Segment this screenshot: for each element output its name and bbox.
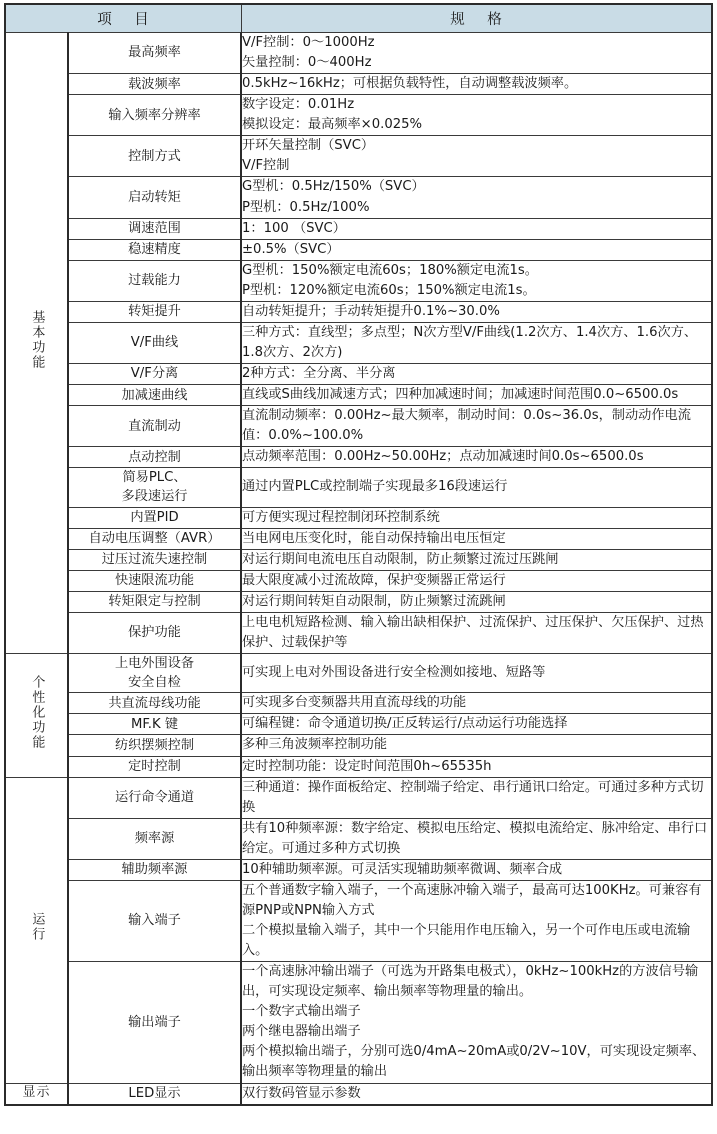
table-row — [5, 95, 712, 136]
item-label-cell — [68, 1083, 241, 1105]
table-row — [5, 654, 712, 693]
item-label-line: 启动转矩 — [128, 189, 181, 205]
table-row — [5, 177, 712, 218]
spec-text-cell — [241, 136, 712, 177]
spec-text-cell — [241, 570, 712, 591]
spec-text-cell — [241, 528, 712, 549]
item-label-line: 频率源 — [134, 831, 175, 847]
group-label: 个性化功能 — [29, 674, 45, 750]
spec-text-line: 点动频率范围：0.00Hz~50.00Hz；点动加减速时间0.0s~6500.0s — [242, 449, 644, 465]
header-item-column — [5, 4, 241, 33]
spec-text-line: 可方便实现过程控制闭环控制系统 — [242, 509, 440, 525]
item-label-line: 简易PLC、 — [122, 470, 187, 486]
item-label-cell — [68, 364, 241, 385]
spec-text-cell — [241, 818, 712, 859]
spec-text-line: 可实现多台变频器共用直流母线的功能 — [242, 695, 467, 711]
spec-text-cell — [241, 468, 712, 507]
item-label-line: 上电外围设备 — [114, 656, 195, 672]
table-row — [5, 406, 712, 447]
spec-text-line: 共有10种频率源：数字给定、模拟电压给定、模拟电流给定、脉冲给定、串行口给定。可通过多种方式切换 — [242, 820, 708, 856]
spec-text-line: 通过内置PLC或控制端子实现最多16段速运行 — [242, 479, 508, 495]
item-label-cell — [68, 95, 241, 136]
item-label-line: 安全自检 — [128, 675, 181, 691]
spec-text-cell — [241, 385, 712, 406]
spec-text-cell — [241, 549, 712, 570]
spec-text-line: 定时控制功能：设定时间范围0h~65535h — [242, 758, 492, 774]
item-label-line: 调速范围 — [128, 221, 181, 237]
item-label-line: MF.K 键 — [130, 716, 179, 732]
spec-text-line: P型机：120%额定电流60s；150%额定电流1s。 — [242, 282, 536, 298]
spec-text-line: 自动转矩提升；手动转矩提升0.1%~30.0% — [242, 303, 500, 319]
spec-text-line: 上电电机短路检测、输入输出缺相保护、过流保护、过压保护、欠压保护、过热保护、过载保护等 — [242, 614, 704, 650]
spec-text-line: 开环矢量控制（SVC） — [242, 138, 375, 154]
item-label-cell — [68, 591, 241, 612]
header-item-label-b: 目 — [134, 12, 150, 28]
spec-text-line: 当电网电压变化时，能自动保持输出电压恒定 — [242, 530, 506, 546]
spec-text-cell — [241, 447, 712, 468]
spec-text-line: 直流制动频率：0.00Hz~最大频率，制动时间：0.0s~36.0s，制动动作电流值：0.0%~100.0% — [242, 408, 691, 444]
item-label-line: 转矩提升 — [128, 304, 181, 320]
item-label-line: 内置PID — [130, 510, 179, 526]
table-row — [5, 880, 712, 961]
spec-text-line: 三种方式：直线型；多点型；N次方型V/F曲线(1.2次方、1.4次方、1.6次方、1.8次方、2次方) — [242, 324, 698, 360]
group-label-cell — [5, 654, 68, 778]
item-label-line: 运行命令通道 — [114, 790, 195, 806]
table-row — [5, 239, 712, 260]
table-row — [5, 364, 712, 385]
item-label-line: 点动控制 — [128, 449, 181, 465]
item-label-line: LED显示 — [128, 1085, 181, 1101]
item-label-cell — [68, 136, 241, 177]
item-label-cell — [68, 301, 241, 322]
table-row — [5, 322, 712, 363]
spec-text-line: 模拟设定：最高频率×0.025% — [242, 117, 423, 133]
item-label-cell — [68, 714, 241, 735]
item-label-line: V/F分离 — [130, 366, 179, 382]
table-row — [5, 735, 712, 756]
table-row — [5, 962, 712, 1083]
item-label-cell — [68, 385, 241, 406]
spec-text-line: G型机：0.5Hz/150%（SVC） — [242, 179, 425, 195]
spec-text-line: 对运行期间电流电压自动限制，防止频繁过流过压跳闸 — [242, 551, 559, 567]
item-label-cell — [68, 962, 241, 1083]
table-row — [5, 756, 712, 777]
item-label-cell — [68, 177, 241, 218]
spec-text-cell — [241, 260, 712, 301]
item-label-cell — [68, 654, 241, 693]
spec-text-line: V/F控制 — [242, 158, 290, 174]
table-row — [5, 591, 712, 612]
table-row — [5, 777, 712, 818]
spec-text-line: 二个模拟量输入端子，其中一个只能用作电压输入，另一个可作电压或电流输入。 — [242, 923, 691, 959]
header-spec-label-b: 格 — [487, 12, 503, 28]
item-label-line: 转矩限定与控制 — [108, 594, 201, 610]
item-label-cell — [68, 447, 241, 468]
item-label-line: 稳速精度 — [128, 242, 181, 258]
spec-text-line: 三种通道：操作面板给定、控制端子给定、串行通讯口给定。可通过多种方式切换 — [242, 779, 704, 815]
spec-text-line: 对运行期间转矩自动限制，防止频繁过流跳闸 — [242, 593, 506, 609]
table-row — [5, 570, 712, 591]
item-label-cell — [68, 570, 241, 591]
item-label-line: 共直流母线功能 — [108, 695, 201, 711]
item-label-cell — [68, 777, 241, 818]
spec-text-line: 10种辅助频率源。可灵活实现辅助频率微调、频率合成 — [242, 861, 563, 877]
spec-text-cell — [241, 962, 712, 1083]
table-row — [5, 385, 712, 406]
table-row — [5, 447, 712, 468]
spec-text-line: 0.5kHz~16kHz；可根据负载特性，自动调整载波频率。 — [242, 76, 578, 92]
table-row — [5, 507, 712, 528]
spec-text-line: 五个普通数字输入端子，一个高速脉冲输入端子，最高可达100KHz。可兼容有源PNP或NPN输入方式 — [242, 882, 702, 918]
spec-text-cell — [241, 714, 712, 735]
spec-text-cell — [241, 756, 712, 777]
spec-text-line: 直线或S曲线加减速方式；四种加减速时间；加减速时间范围0.0~6500.0s — [242, 387, 679, 403]
group-label-cell — [5, 33, 68, 654]
item-label-cell — [68, 880, 241, 961]
table-row — [5, 693, 712, 714]
item-label-line: 输入端子 — [128, 913, 181, 929]
spec-text-cell — [241, 880, 712, 961]
item-label-line: 过载能力 — [128, 273, 181, 289]
table-row — [5, 136, 712, 177]
spec-text-cell — [241, 239, 712, 260]
header-spec-label-a: 规 — [450, 12, 466, 28]
group-label: 运行 — [29, 912, 45, 943]
table-row — [5, 468, 712, 507]
spec-text-cell — [241, 33, 712, 74]
item-label-cell — [68, 218, 241, 239]
spec-text-cell — [241, 693, 712, 714]
item-label-line: 辅助频率源 — [121, 862, 188, 878]
item-label-line: 多段速运行 — [121, 489, 188, 505]
spec-text-cell — [241, 1083, 712, 1105]
item-label-line: 纺织摆频控制 — [114, 737, 195, 753]
item-label-line: 控制方式 — [128, 148, 181, 164]
spec-text-cell — [241, 177, 712, 218]
item-label-cell — [68, 74, 241, 95]
spec-text-cell — [241, 218, 712, 239]
group-label-cell — [5, 1083, 68, 1105]
item-label-line: 过压过流失速控制 — [101, 552, 208, 568]
item-label-cell — [68, 33, 241, 74]
group-label: 基本功能 — [29, 310, 45, 371]
spec-text-line: 双行数码管显示参数 — [242, 1085, 361, 1101]
spec-text-cell — [241, 735, 712, 756]
spec-text-line: 两个继电器输出端子 — [242, 1024, 361, 1040]
table-row — [5, 859, 712, 880]
item-label-line: 最高频率 — [128, 45, 181, 61]
table-row — [5, 612, 712, 653]
item-label-cell — [68, 507, 241, 528]
spec-text-line: 1：100 （SVC） — [242, 220, 346, 236]
item-label-line: 定时控制 — [128, 758, 181, 774]
header-item-label-a: 项 — [97, 12, 113, 28]
header-spec-column — [241, 4, 712, 33]
spec-text-line: 多种三角波频率控制功能 — [242, 737, 388, 753]
item-label-cell — [68, 859, 241, 880]
item-label-line: 自动电压调整（AVR） — [88, 531, 221, 547]
spec-text-line: 两个模拟输出端子，分别可选0/4mA~20mA或0/2V~10V，可实现设定频率、输出频率等物理量的输出 — [242, 1044, 706, 1080]
table-row — [5, 1083, 712, 1105]
spec-text-line: 一个数字式输出端子 — [242, 1004, 361, 1020]
table-row — [5, 218, 712, 239]
item-label-line: 输入频率分辨率 — [108, 107, 201, 123]
spec-text-cell — [241, 74, 712, 95]
spec-text-cell — [241, 612, 712, 653]
group-label-cell — [5, 777, 68, 1083]
item-label-line: 快速限流功能 — [114, 573, 195, 589]
item-label-cell — [68, 818, 241, 859]
table-row — [5, 260, 712, 301]
item-label-line: 保护功能 — [128, 625, 181, 641]
item-label-cell — [68, 528, 241, 549]
item-label-cell — [68, 322, 241, 363]
item-label-line: 加减速曲线 — [121, 387, 188, 403]
spec-text-line: 可实现上电对外围设备进行安全检测如接地、短路等 — [242, 665, 546, 681]
item-label-cell — [68, 612, 241, 653]
item-label-line: 载波频率 — [128, 76, 181, 92]
spec-text-line: P型机：0.5Hz/100% — [242, 199, 370, 215]
spec-text-cell — [241, 301, 712, 322]
item-label-cell — [68, 406, 241, 447]
item-label-line: V/F曲线 — [130, 335, 179, 351]
table-header-row — [5, 4, 712, 33]
spec-text-cell — [241, 777, 712, 818]
spec-text-line: 数字设定：0.01Hz — [242, 97, 355, 113]
table-row — [5, 549, 712, 570]
item-label-line: 直流制动 — [128, 418, 181, 434]
spec-text-cell — [241, 406, 712, 447]
table-row — [5, 74, 712, 95]
item-label-cell — [68, 549, 241, 570]
table-row — [5, 33, 712, 74]
item-label-cell — [68, 756, 241, 777]
item-label-cell — [68, 260, 241, 301]
item-label-cell — [68, 735, 241, 756]
table-row — [5, 301, 712, 322]
spec-text-cell — [241, 364, 712, 385]
spec-text-cell — [241, 95, 712, 136]
spec-text-line: 最大限度减小过流故障，保护变频器正常运行 — [242, 572, 506, 588]
table-row — [5, 818, 712, 859]
spec-text-cell — [241, 322, 712, 363]
spec-text-line: 矢量控制：0～400Hz — [242, 55, 372, 71]
group-label: 显示 — [22, 1085, 51, 1101]
item-label-cell — [68, 468, 241, 507]
spec-text-line: G型机：150%额定电流60s；180%额定电流1s。 — [242, 262, 538, 278]
item-label-cell — [68, 239, 241, 260]
table-row — [5, 528, 712, 549]
specification-table — [4, 3, 713, 1106]
spec-text-cell — [241, 507, 712, 528]
spec-text-cell — [241, 859, 712, 880]
spec-text-line: 一个高速脉冲输出端子（可选为开路集电极式），0kHz~100kHz的方波信号输出，可实现设定频率、输出频率等物理量的输出。 — [242, 964, 699, 1000]
item-label-cell — [68, 693, 241, 714]
spec-text-line: 可编程键：命令通道切换/正反转运行/点动运行功能选择 — [242, 716, 568, 732]
spec-text-line: V/F控制：0～1000Hz — [242, 35, 375, 50]
spec-text-line: 2种方式：全分离、半分离 — [242, 366, 396, 381]
spec-text-cell — [241, 654, 712, 693]
item-label-line: 输出端子 — [128, 1014, 181, 1030]
spec-text-line: ±0.5%（SVC） — [242, 241, 340, 257]
table-body — [5, 33, 712, 1105]
spec-text-cell — [241, 591, 712, 612]
table-row — [5, 714, 712, 735]
